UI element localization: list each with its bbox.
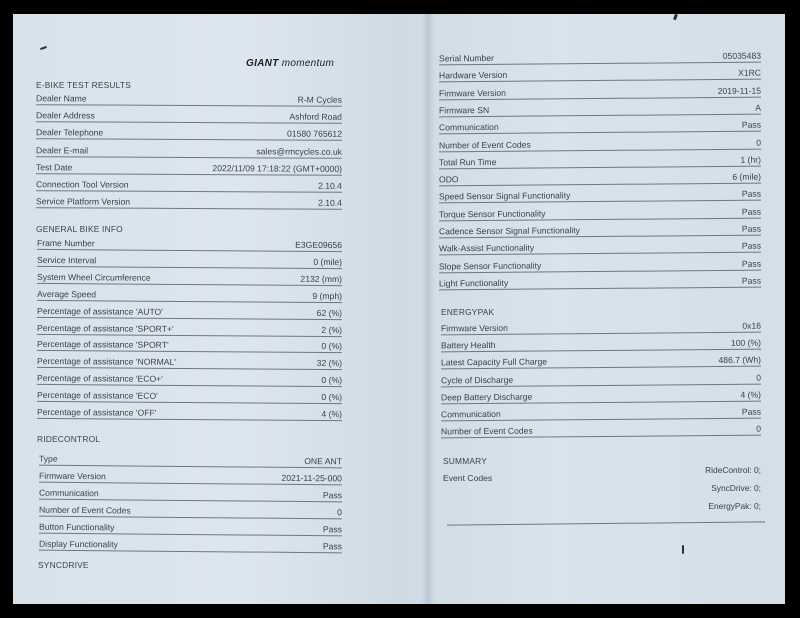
summary-rule <box>447 521 765 525</box>
report-row <box>439 203 761 221</box>
row-value: Pass <box>741 119 762 130</box>
report-row <box>439 151 761 169</box>
giant-momentum-logo <box>246 58 334 69</box>
row-label: Number of Event Codes <box>440 425 533 437</box>
report-row <box>439 82 761 100</box>
row-value: 62 (%) <box>316 307 343 318</box>
row-label: Service Interval <box>36 254 97 266</box>
row-value: 2 (%) <box>321 324 343 335</box>
row-value: Pass <box>322 490 343 501</box>
printed-report-page <box>13 14 785 604</box>
row-label: Cadence Sensor Signal Functionality <box>438 225 580 237</box>
report-row <box>37 252 342 269</box>
report-row <box>441 352 761 370</box>
test-results-heading: E-BIKE TEST RESULTS <box>36 80 132 90</box>
row-value: 01580 765612 <box>287 128 343 140</box>
logo-brand: GIANT <box>246 58 279 69</box>
row-label: Number of Event Codes <box>438 139 531 150</box>
row-label: Frame Number <box>36 237 95 249</box>
row-value: 0 (mile) <box>313 256 343 267</box>
row-value: 32 (%) <box>316 358 343 369</box>
report-row <box>37 286 342 303</box>
row-value: E3GE09656 <box>295 239 343 251</box>
report-row <box>441 335 761 353</box>
row-value: Pass <box>741 406 762 417</box>
report-row <box>39 451 342 469</box>
general-bike-info-heading: GENERAL BIKE INFO <box>36 224 123 234</box>
row-value: 100 (%) <box>730 337 762 349</box>
row-label: Connection Tool Version <box>35 179 129 190</box>
report-row <box>37 353 342 370</box>
ridecontrol-heading: RIDECONTROL <box>37 434 101 444</box>
row-label: Communication <box>38 487 99 499</box>
row-value: 9 (mph) <box>312 290 343 301</box>
row-value: ONE ANT <box>304 455 343 467</box>
report-row <box>37 235 342 252</box>
row-label: Torque Sensor Functionality <box>438 208 546 220</box>
row-label: Firmware Version <box>440 322 508 334</box>
row-label: Total Run Time <box>438 156 497 168</box>
row-value: 1 (hr) <box>740 154 762 165</box>
report-row <box>39 468 342 486</box>
row-value: X1RC <box>738 67 762 79</box>
row-label: ODO <box>438 174 459 185</box>
row-label: System Wheel Circumference <box>36 271 151 283</box>
summary-code-ridecontrol: RideControl: 0; <box>705 465 761 475</box>
row-value: 0 <box>756 137 762 148</box>
row-value: 6 (mile) <box>732 171 762 182</box>
report-row <box>36 176 342 193</box>
report-row <box>37 370 342 387</box>
row-value: 2132 (mm) <box>300 273 343 284</box>
report-row <box>441 404 761 422</box>
report-row <box>39 536 342 554</box>
report-row <box>36 125 342 142</box>
row-label: Button Functionality <box>38 521 115 533</box>
row-value: Pass <box>741 275 762 286</box>
report-row <box>441 421 761 439</box>
row-label: Percentage of assistance 'AUTO' <box>36 305 163 317</box>
report-row <box>439 48 761 66</box>
row-value: R-M Cycles <box>297 94 343 105</box>
ink-mark <box>682 545 684 554</box>
row-value: 0 <box>337 507 343 518</box>
row-label: Cycle of Discharge <box>440 374 514 385</box>
row-label: Percentage of assistance 'NORMAL' <box>36 356 176 368</box>
row-value: 4 (%) <box>321 408 343 420</box>
row-label: Percentage of assistance 'SPORT+' <box>36 322 174 334</box>
row-label: Battery Health <box>440 340 496 351</box>
row-value: Pass <box>741 258 762 269</box>
report-row <box>39 502 342 520</box>
row-label: Dealer Name <box>35 93 87 104</box>
report-row <box>37 336 342 353</box>
row-label: Percentage of assistance 'ECO' <box>36 390 158 401</box>
row-label: Communication <box>438 122 499 133</box>
row-label: Service Platform Version <box>35 196 131 207</box>
row-value: 0 (%) <box>321 341 343 352</box>
report-row <box>439 117 761 135</box>
report-row <box>439 186 761 204</box>
row-label: Number of Event Codes <box>38 504 131 516</box>
report-row <box>441 318 761 336</box>
row-value: Pass <box>322 541 343 552</box>
summary-code-energypak: EnergyPak: 0; <box>708 501 761 511</box>
row-label: Test Date <box>35 161 73 173</box>
row-label: Communication <box>440 408 501 420</box>
report-row <box>439 238 761 256</box>
report-row <box>439 255 761 273</box>
row-value: Pass <box>741 188 762 200</box>
row-value: Pass <box>741 206 762 217</box>
report-row <box>439 134 761 152</box>
ink-mark <box>40 46 47 50</box>
report-row <box>37 303 342 320</box>
report-row <box>439 221 761 239</box>
row-label: Percentage of assistance 'ECO+' <box>36 373 163 385</box>
report-row <box>37 269 342 286</box>
row-label: Deep Battery Discharge <box>440 391 533 403</box>
row-label: Hardware Version <box>438 70 508 81</box>
row-value: Pass <box>741 223 762 234</box>
page-fold <box>421 14 435 604</box>
row-value: 486.7 (Wh) <box>718 354 762 366</box>
row-value: Pass <box>322 524 343 535</box>
row-label: Firmware Version <box>438 87 506 98</box>
report-row <box>36 159 342 176</box>
row-label: Average Speed <box>36 288 97 300</box>
row-label: Slope Sensor Functionality <box>438 260 542 271</box>
row-label: Dealer Telephone <box>35 127 104 138</box>
row-value: 2019-11-15 <box>717 85 762 96</box>
report-row <box>36 142 342 159</box>
row-value: 2.10.4 <box>318 197 343 208</box>
row-value: 0 <box>756 372 762 383</box>
report-row <box>36 107 342 124</box>
logo-sub: momentum <box>281 58 335 69</box>
report-row <box>37 319 342 336</box>
report-row <box>439 99 761 117</box>
summary-code-syncdrive: SyncDrive: 0; <box>711 483 761 493</box>
report-row <box>439 169 761 187</box>
row-value: sales@rmcycles.co.uk <box>256 145 343 157</box>
row-label: Percentage of assistance 'OFF' <box>36 406 157 418</box>
row-value: 2021-11-25-000 <box>281 472 343 484</box>
row-value: 2.10.4 <box>318 180 343 191</box>
row-label: Light Functionality <box>438 277 509 289</box>
row-label: Type <box>38 453 58 464</box>
row-value: 05035483 <box>722 50 762 61</box>
row-label: Dealer Address <box>35 110 95 121</box>
report-row <box>36 90 342 107</box>
row-value: 2022/11/09 17:18:22 (GMT+0000) <box>212 162 343 174</box>
report-row <box>39 519 342 537</box>
report-row <box>36 193 342 210</box>
report-row <box>439 272 761 290</box>
row-value: 0 <box>756 423 762 434</box>
row-label: Display Functionality <box>38 538 118 550</box>
row-label: Firmware Version <box>38 470 106 482</box>
row-value: Ashford Road <box>289 111 343 122</box>
row-value: 4 (%) <box>740 389 762 400</box>
row-value: 0 (%) <box>321 392 343 403</box>
row-label: Firmware SN <box>438 104 490 116</box>
report-row <box>441 386 761 404</box>
syncdrive-heading: SYNCDRIVE <box>38 560 89 570</box>
row-value: Pass <box>741 240 762 252</box>
summary-event-codes-label: Event Codes <box>443 473 493 483</box>
summary-heading: SUMMARY <box>443 456 488 466</box>
row-label: Dealer E-mail <box>35 144 89 156</box>
row-value: 0x16 <box>742 320 762 331</box>
row-label: Speed Sensor Signal Functionality <box>438 190 571 202</box>
report-row <box>441 369 761 387</box>
row-label: Percentage of assistance 'SPORT' <box>36 339 169 351</box>
report-row <box>39 485 342 503</box>
report-row <box>439 65 761 83</box>
energypak-heading: ENERGYPAK <box>441 307 495 317</box>
report-row <box>37 404 342 421</box>
ink-mark <box>673 14 678 20</box>
report-row <box>37 387 342 404</box>
row-value: A <box>755 102 762 113</box>
row-label: Walk-Assist Functionality <box>438 242 535 254</box>
row-label: Latest Capacity Full Charge <box>440 356 548 368</box>
row-label: Serial Number <box>438 52 494 64</box>
row-value: 0 (%) <box>321 375 343 386</box>
